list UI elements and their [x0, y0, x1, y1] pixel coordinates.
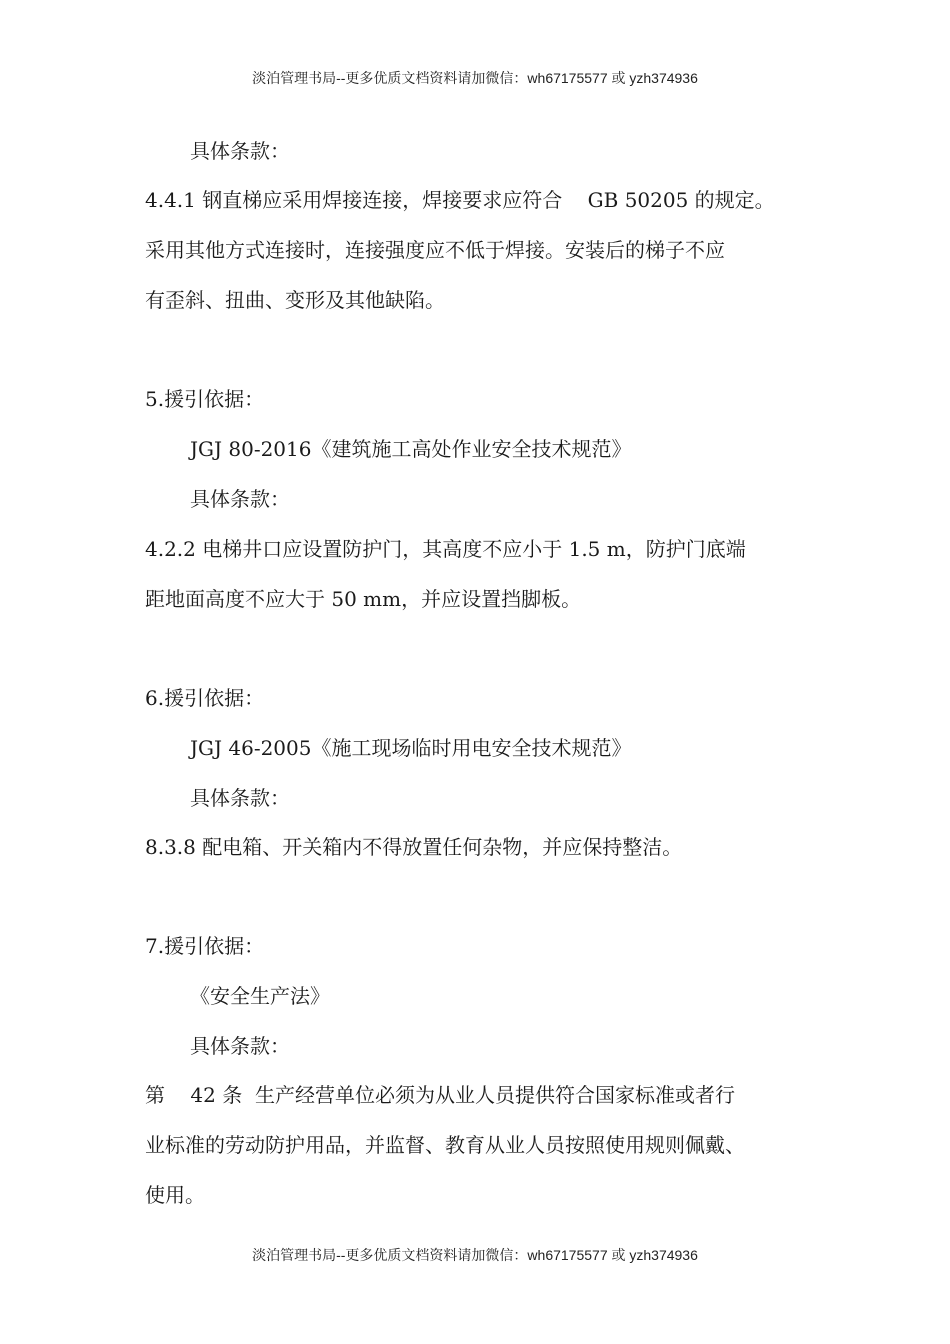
body-text: 业标准的劳动防护用品，并监督、教育从业人员按照使用规则佩戴、 — [145, 1133, 745, 1157]
body-text: 距地面高度不应大于 50 mm，并应设置挡脚板。 — [145, 587, 582, 611]
body-text: 第 42 条 生产经营单位必须为从业人员提供符合国家标准或者行 — [145, 1083, 735, 1107]
section-heading: 7.援引依据： — [145, 934, 265, 958]
clause-label: 具体条款： — [190, 139, 290, 163]
body-text: 8.3.8 配电箱、开关箱内不得放置任何杂物，并应保持整洁。 — [145, 835, 683, 859]
body-text: 使用。 — [145, 1183, 205, 1207]
body-text: 有歪斜、扭曲、变形及其他缺陷。 — [145, 288, 445, 312]
standard-reference: 《安全生产法》 — [190, 984, 330, 1008]
clause-label: 具体条款： — [190, 786, 290, 810]
clause-label: 具体条款： — [190, 487, 290, 511]
page-header: 淡泊管理书局--更多优质文档资料请加微信：wh67175577 或 yzh374936 — [252, 70, 698, 86]
section-heading: 5.援引依据： — [145, 387, 265, 411]
page-footer: 淡泊管理书局--更多优质文档资料请加微信：wh67175577 或 yzh374936 — [252, 1247, 698, 1263]
section-heading: 6.援引依据： — [145, 686, 265, 710]
clause-label: 具体条款： — [190, 1034, 290, 1058]
body-text: 4.2.2 电梯井口应设置防护门，其高度不应小于 1.5 m，防护门底端 — [145, 537, 746, 561]
body-text: 采用其他方式连接时，连接强度应不低于焊接。安装后的梯子不应 — [145, 238, 725, 262]
standard-reference: JGJ 80-2016《建筑施工高处作业安全技术规范》 — [190, 437, 632, 461]
standard-reference: JGJ 46-2005《施工现场临时用电安全技术规范》 — [190, 736, 632, 760]
body-text: 4.4.1 钢直梯应采用焊接连接，焊接要求应符合 GB 50205 的规定。 — [145, 188, 775, 212]
